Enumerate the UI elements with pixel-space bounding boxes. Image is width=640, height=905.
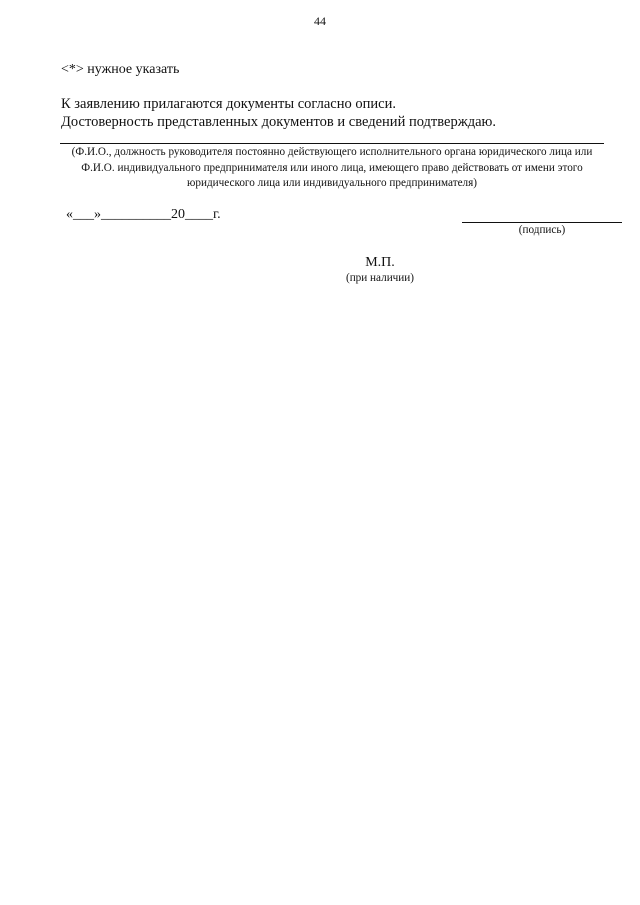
attachment-statement: К заявлению прилагаются документы согласно описи. (61, 96, 396, 112)
stamp-label: М.П. (365, 255, 395, 270)
footnote: <*> нужное указать (61, 62, 180, 77)
page-number: 44 (314, 14, 326, 28)
name-field-line (60, 143, 604, 144)
verification-statement: Достоверность представленных документов и сведений подтверждаю. (61, 114, 496, 130)
date-line: «___»__________20____г. (66, 207, 221, 222)
stamp-note: (при наличии) (345, 272, 415, 284)
signature-caption: (подпись) (518, 224, 566, 236)
signature-line (462, 222, 622, 223)
name-field-caption: (Ф.И.О., должность руководителя постоянно действующего исполнительного органа юридического лица или Ф.И.О. индивидуального предпринимателя или иного лица, имеющего право действовать от имени этого юридического лица или индивидуального предпринимателя) (71, 146, 593, 189)
